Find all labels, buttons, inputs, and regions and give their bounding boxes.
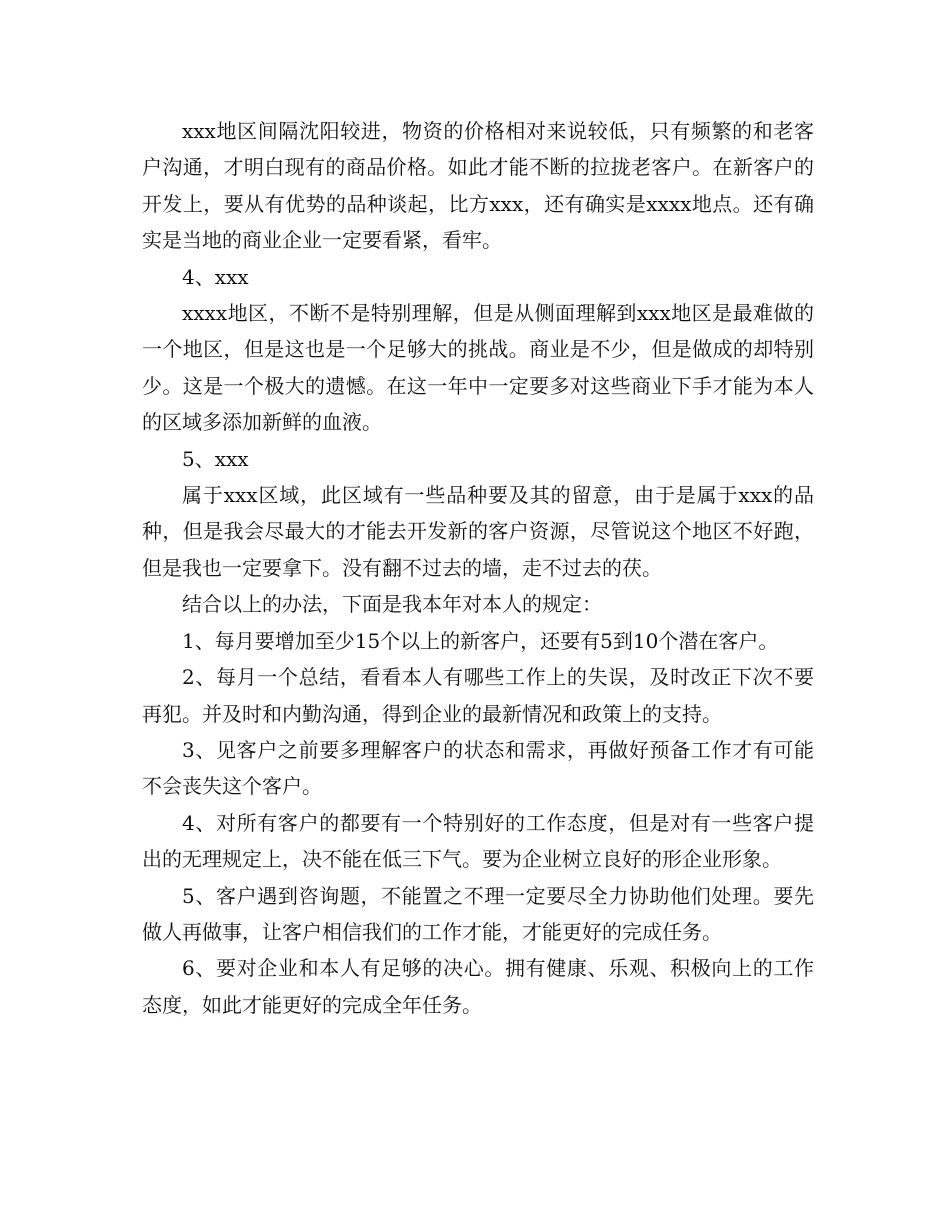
requirement-item-1: 1、每月要增加至少15个以上的新客户，还要有5到10个潜在客户。 [182, 628, 779, 653]
paragraph-xxx-region: xxx地区间隔沈阳较进，物资的价格相对来说较低，只有频繁的和老客户沟通，才明白现有的商品价格。如此才能不断的拉拢老客户。在新客户的开发上，要从有优势的品种谈起，比方xxx，还有确实是xxxx地点。还有确实是当地的商业企业一定要看紧，看牢。 [142, 119, 814, 253]
paragraph-requirements-intro: 结合以上的办法，下面是我本年对本人的规定： [182, 592, 602, 617]
paragraph-xxxx-region: xxxx地区，不断不是特别理解，但是从侧面理解到xxx地区是最难做的一个地区，但是这也是一个足够大的挑战。商业是不少，但是做成的却特别少。这是一个极大的遗憾。在这一年中一定要多对这些商业下手才能为本人的区域多添加新鲜的血液。 [142, 301, 814, 435]
requirement-item-5: 5、客户遇到咨询题，不能置之不理一定要尽全力协助他们处理。要先做人再做事，让客户相信我们的工作才能，才能更好的完成任务。 [142, 883, 814, 944]
requirement-item-6: 6、要对企业和本人有足够的决心。拥有健康、乐观、积极向上的工作态度，如此才能更好的完成全年任务。 [142, 956, 814, 1017]
paragraph-xxx-area: 属于xxx区域，此区域有一些品种要及其的留意，由于是属于xxx的品种，但是我会尽最大的才能去开发新的客户资源，尽管说这个地区不好跑，但是我也一定要拿下。没有翻不过去的墙，走不过去的茯。 [142, 483, 814, 580]
heading-item-5: 5、xxx [182, 446, 249, 471]
document-page [142, 113, 814, 1023]
requirement-item-2: 2、每月一个总结，看看本人有哪些工作上的失误，及时改正下次不要再犯。并及时和内勤沟通，得到企业的最新情况和政策上的支持。 [142, 665, 814, 726]
heading-item-4: 4、xxx [182, 264, 249, 289]
requirement-item-4: 4、对所有客户的都要有一个特别好的工作态度，但是对有一些客户提出的无理规定上，决不能在低三下气。要为企业树立良好的形企业形象。 [142, 810, 814, 872]
requirement-item-3: 3、见客户之前要多理解客户的状态和需求，再做好预备工作才有可能不会丧失这个客户。 [142, 737, 814, 799]
